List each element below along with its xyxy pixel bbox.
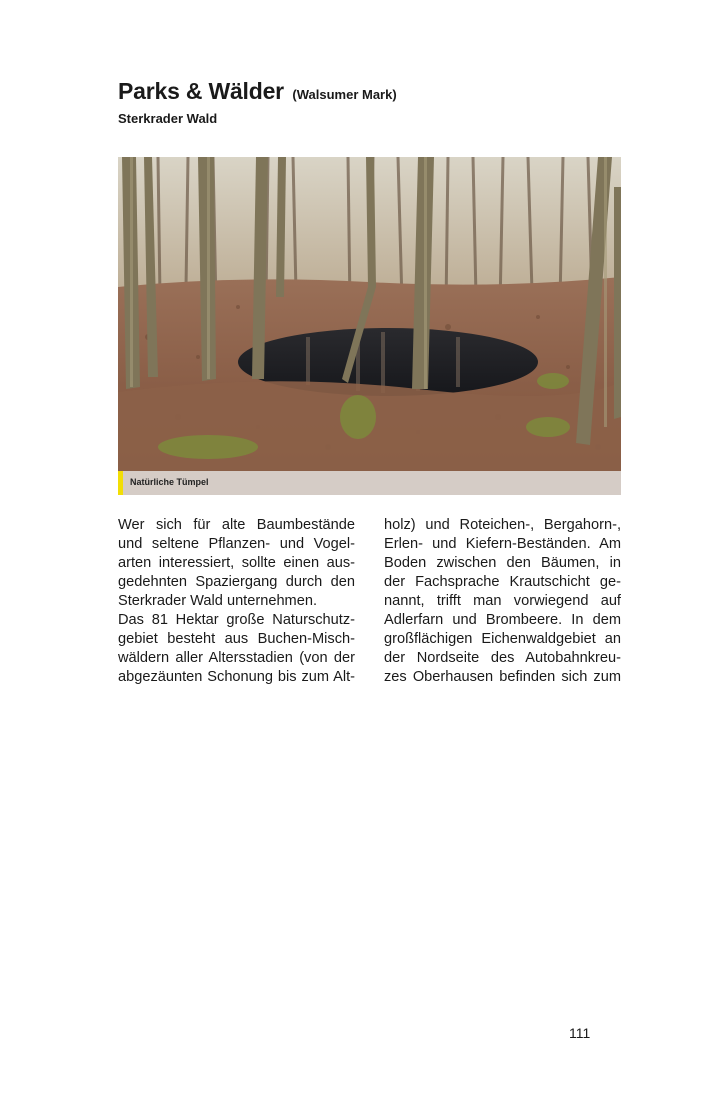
- paragraph-line: Wer sich für alte Baumbestände: [118, 517, 355, 533]
- paragraph-line: Adlerfarn und Brombeere. In dem: [384, 612, 621, 628]
- paragraph-line: und seltene Pflanzen- und Vogel-: [118, 536, 355, 552]
- paragraph-line: großflächigen Eichenwaldgebiet an: [384, 631, 621, 647]
- paragraph-line: holz) und Roteichen-, Bergahorn-,: [384, 517, 621, 533]
- section-subtitle: Sterkrader Wald: [118, 111, 218, 126]
- paragraph-line: Sterkrader Wald unternehmen.: [118, 593, 318, 609]
- forest-pond-illustration: [118, 157, 621, 495]
- paragraph-line: gebiet besteht aus Buchen-Misch-: [118, 631, 355, 647]
- paragraph-line: zes Oberhausen befinden sich zum: [384, 669, 621, 685]
- page-number: 111: [569, 1025, 591, 1041]
- paragraph-line: wäldern aller Altersstadien (von der: [118, 650, 355, 666]
- paragraph-line: abgezäunten Schonung bis zum Alt-: [118, 669, 355, 685]
- photo-caption-bar: [118, 471, 621, 495]
- caption-accent-stripe: [118, 471, 123, 495]
- paragraph-line: der Fachsprache Krautschicht ge-: [384, 574, 621, 590]
- title-suffix: (Walsumer Mark): [292, 87, 397, 102]
- photo-caption: Natürliche Tümpel: [130, 477, 209, 487]
- paragraph-line: arten interessiert, sollte einen aus-: [118, 555, 355, 571]
- paragraph-line: gedehnten Spaziergang durch den: [118, 574, 355, 590]
- title-main: Parks & Wälder: [118, 78, 284, 104]
- paragraph-line: Das 81 Hektar große Naturschutz-: [118, 612, 355, 628]
- forest-pond-photo: [118, 157, 621, 495]
- body-column-right: [384, 516, 621, 687]
- paragraph-line: Erlen- und Kiefern-Beständen. Am: [384, 536, 621, 552]
- page-title: [118, 78, 397, 105]
- body-column-left: [118, 516, 355, 687]
- paragraph-line: der Nordseite des Autobahnkreu-: [384, 650, 621, 666]
- paragraph-line: Boden zwischen den Bäumen, in: [384, 555, 621, 571]
- paragraph-line: nannt, trifft man vorwiegend auf: [384, 593, 621, 609]
